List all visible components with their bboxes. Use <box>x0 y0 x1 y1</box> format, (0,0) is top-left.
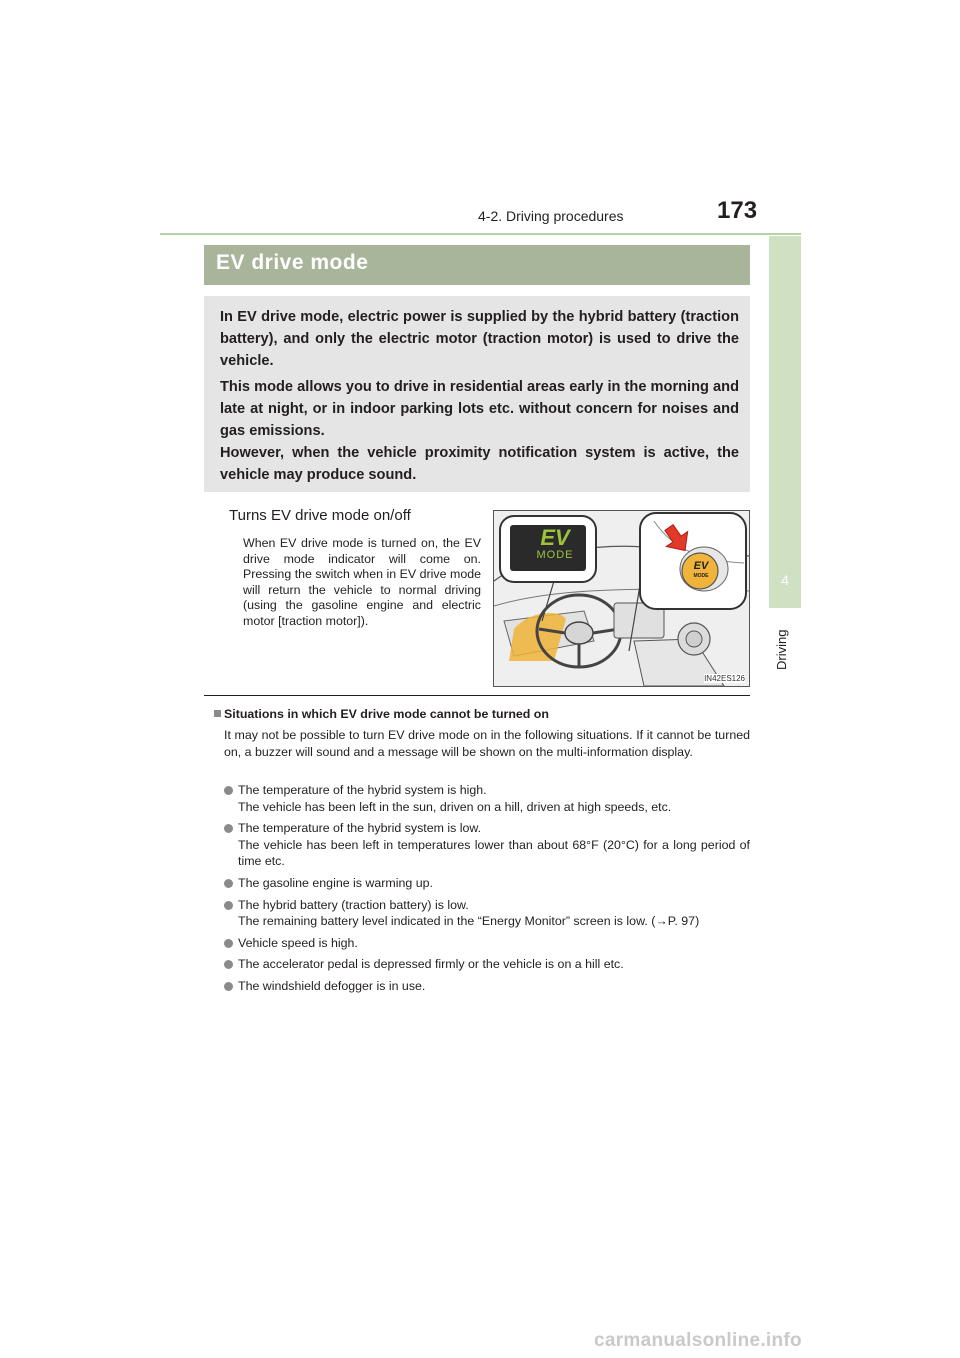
ev-mode-button-label: EV <box>693 560 709 572</box>
chapter-tab-label: Driving <box>774 629 789 670</box>
bullet-icon <box>224 786 233 795</box>
bullet-icon <box>224 824 233 833</box>
list-item-detail: The vehicle has been left in temperatures lower than about 68°F (20°C) for a long period of time etc. <box>238 837 750 869</box>
list-item-title: The windshield defogger is in use. <box>238 978 426 993</box>
ev-indicator-label: EV <box>540 525 570 550</box>
switch-title: Turns EV drive mode on/off <box>229 507 411 524</box>
list-item-detail[interactable]: The remaining battery level indicated in the “Energy Monitor” screen is low. (→P. 97) <box>238 914 700 929</box>
bullet-icon <box>224 939 233 948</box>
bullet-icon <box>224 879 233 888</box>
condition-list <box>224 782 750 1000</box>
page-number: 173 <box>717 197 758 224</box>
note-heading-text: Situations in which EV drive mode cannot be turned on <box>224 707 549 721</box>
chapter-tab-number: 4 <box>781 572 789 588</box>
note-body: It may not be possible to turn EV drive mode on in the following situations. If it cannot be turned on, a buzzer will sound and a message will be shown on the multi-information display. <box>224 728 750 759</box>
list-item <box>224 935 750 952</box>
bullet-icon <box>224 960 233 969</box>
list-item-title: The hybrid battery (traction battery) is low. <box>238 897 469 912</box>
list-item-title: The temperature of the hybrid system is low. <box>238 821 482 836</box>
list-item <box>224 875 750 892</box>
list-item <box>224 897 750 930</box>
list-item-title: The gasoline engine is warming up. <box>238 875 433 890</box>
header-rule <box>160 233 801 235</box>
section-title: EV drive mode <box>216 251 369 274</box>
intro-paragraph-1: In EV drive mode, electric power is supplied by the hybrid battery (traction battery), and only the electric motor (traction motor) is used to drive the vehicle. <box>220 309 739 369</box>
list-item <box>224 782 750 815</box>
list-item-title: The temperature of the hybrid system is high. <box>238 783 487 797</box>
ev-indicator-mode-label: MODE <box>536 549 574 561</box>
section-title-bar <box>204 245 750 285</box>
list-item <box>224 978 750 995</box>
list-item-title: The accelerator pedal is depressed firmly or the vehicle is on a hill etc. <box>238 957 624 972</box>
chapter-tab[interactable] <box>769 236 801 608</box>
note-heading <box>214 707 549 721</box>
ev-mode-button-sublabel: MODE <box>693 573 709 579</box>
list-item-detail: The vehicle has been left in the sun, driven on a hill, driven at high speeds, etc. <box>238 799 672 814</box>
illustration-code: IN42ES126 <box>704 674 745 683</box>
list-item <box>224 956 750 973</box>
bullet-icon <box>224 901 233 910</box>
watermark: carmanualsonline.info <box>594 1330 802 1351</box>
section-divider <box>204 695 750 696</box>
intro-paragraph-2: This mode allows you to drive in residential areas early in the morning and late at night, or in indoor parking lots etc. without concern for noises and gas emissions. <box>220 379 739 439</box>
list-item <box>224 820 750 870</box>
list-item-title: Vehicle speed is high. <box>238 935 358 950</box>
intro-paragraph-3: However, when the vehicle proximity notification system is active, the vehicle may produce sound. <box>220 445 739 483</box>
bullet-icon <box>224 982 233 991</box>
switch-description: When EV drive mode is turned on, the EV drive mode indicator will come on. Pressing the switch when in EV drive mode will return the vehicle to normal driving (using the gasoline engine and electric motor [traction motor]). <box>243 536 481 628</box>
square-bullet-icon <box>214 710 221 717</box>
dashboard-illustration <box>493 510 750 687</box>
intro-box <box>204 296 750 492</box>
section-label: 4-2. Driving procedures <box>478 208 624 224</box>
